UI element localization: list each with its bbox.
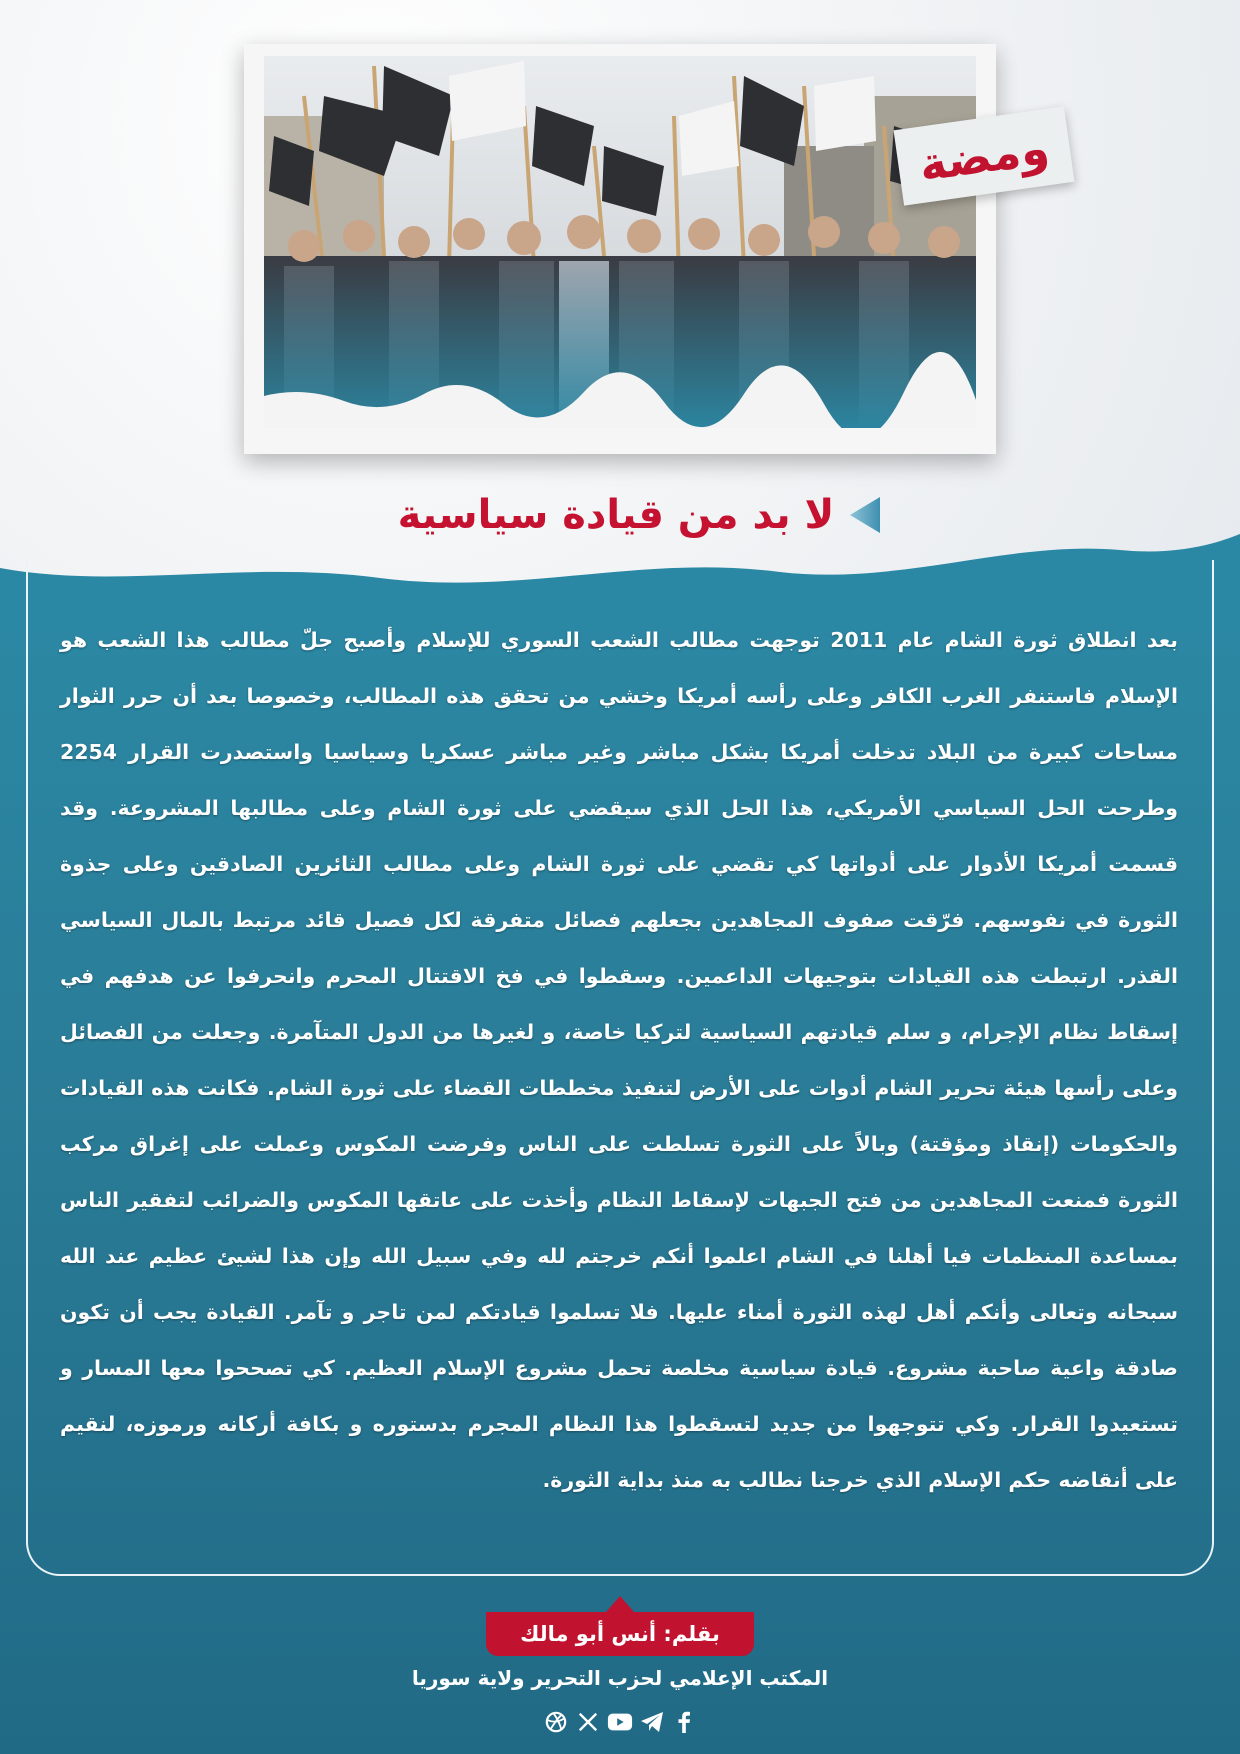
headline-text: لا بد من قيادة سياسية — [397, 492, 835, 538]
facebook-icon[interactable] — [671, 1709, 697, 1735]
youtube-icon[interactable] — [607, 1709, 633, 1735]
author-badge-notch — [606, 1596, 634, 1612]
x-icon[interactable] — [575, 1709, 601, 1735]
photo-frame — [244, 44, 996, 454]
media-office: المكتب الإعلامي لحزب التحرير ولاية سوريا — [411, 1666, 829, 1690]
brand-name: ومضة — [915, 120, 1053, 192]
telegram-icon[interactable] — [639, 1709, 665, 1735]
author-name: بقلم: أنس أبو مالك — [520, 1622, 720, 1646]
author-badge — [486, 1612, 754, 1656]
social-links — [520, 1706, 720, 1738]
triangle-arrow-icon — [848, 495, 882, 535]
article-body: بعد انطلاق ثورة الشام عام 2011 توجهت مطالب الشعب السوري للإسلام وأصبح جلّ مطالب هذا الشعب هو الإسلام فاستنفر الغرب الكافر وعلى رأسه أمريكا وخشي من تحقق هذه المطالب، وخصوصا بعد أن حرر الثوار مساحات كبيرة من البلاد تدخلت أمريكا بشكل مباشر وغير مباشر عسكريا وسياسيا واستصدرت القرار 2254 وطرحت الحل السياسي الأمريكي، هذا الحل الذي سيقضي على ثورة الشام وعلى مطالبها المشروعة. وقد قسمت أمريكا الأدوار على أدواتها كي تقضي على ثورة الشام وعلى مطالب الثائرين الصادقين وعلى جذوة الثورة في نفوسهم. فرّقت صفوف المجاهدين بجعلهم فصائل متفرقة لكل فصيل قائد مرتبط بالمال السياسي القذر. ارتبطت هذه القيادات بتوجيهات الداعمين. وسقطوا في فخ الاقتتال المحرم وانحرفوا عن هدفهم في إسقاط نظام الإجرام، و سلم قيادتهم السياسية لتركيا خاصة، و لغيرها من الدول المتآمرة. وجعلت من الفصائل وعلى رأسها هيئة تحرير الشام أدوات على الأرض لتنفيذ مخططات القضاء على ثورة الشام. فكانت هذه القيادات والحكومات (إنقاذ ومؤقتة) وبالاً على الثورة تسلطت على الناس وفرضت المكوس وعملت على إغراق مركب الثورة فمنعت المجاهدين من فتح الجبهات لإسقاط النظام وأخذت على عاتقها المكوس والضرائب لتفقير الناس بمساعدة المنظمات فيا أهلنا في الشام اعلموا أنكم خرجتم لله وفي سبيل الله وإن هذا لشيئ عظيم عند الله سبحانه وتعالى وأنكم أهل لهذه الثورة أمناء عليها. فلا تسلموا قيادتكم لمن تاجر و تآمر. القيادة يجب أن تكون صادقة واعية صاحبة مشروع. قيادة سياسية مخلصة تحمل مشروع الإسلام العظيم. كي تصححوا معها المسار و تستعيدوا القرار. وكي تتوجهوا من جديد لتسقطوا هذا النظام المجرم بدستوره و بكافة أركانه ورموزه، لنقيم على أنقاضه حكم الإسلام الذي خرجنا نطالب به منذ بداية الثورة. — [60, 628, 1179, 1492]
headline — [380, 482, 900, 548]
dribbble-icon[interactable] — [543, 1709, 569, 1735]
protest-photo — [264, 56, 976, 428]
